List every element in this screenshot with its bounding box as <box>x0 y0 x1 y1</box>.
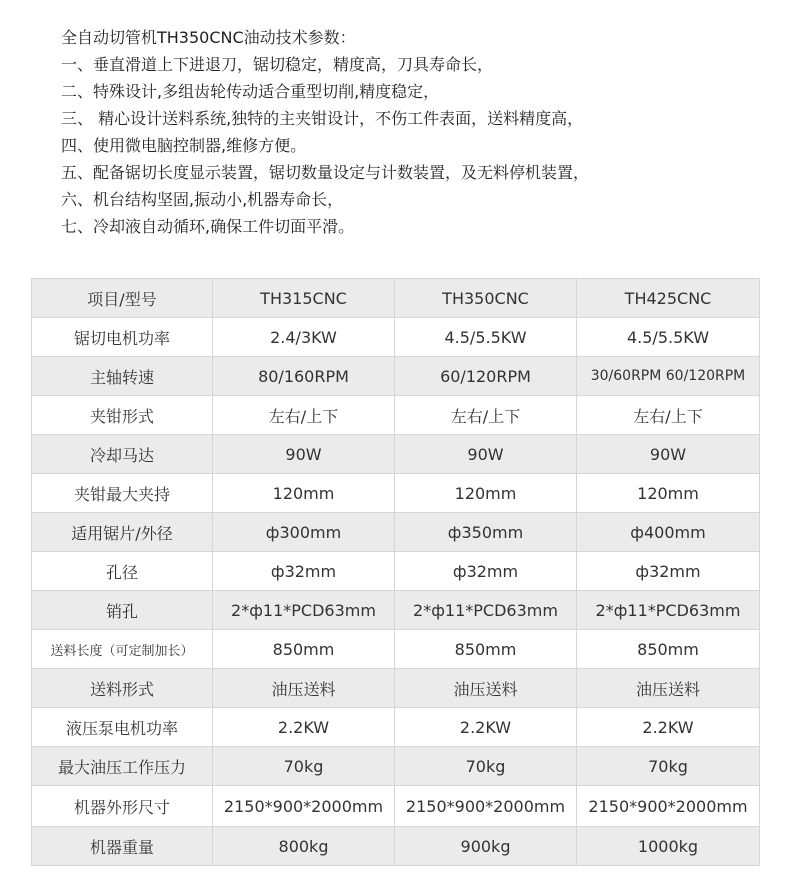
row-label: 送料长度（可定制加长） <box>32 630 213 669</box>
row-cell: 4.5/5.5KW <box>577 318 760 357</box>
row-cell: ф350mm <box>395 513 577 552</box>
row-label: 夹钳形式 <box>32 396 213 435</box>
row-cell: 2.2KW <box>395 708 577 747</box>
table-row <box>32 708 760 747</box>
row-cell: 70kg <box>395 747 577 786</box>
table-row <box>32 630 760 669</box>
row-cell: 左右/上下 <box>395 396 577 435</box>
intro-text <box>61 24 761 240</box>
row-label: 送料形式 <box>32 669 213 708</box>
row-cell: 油压送料 <box>213 669 395 708</box>
row-cell: 90W <box>213 435 395 474</box>
row-cell: 900kg <box>395 827 577 866</box>
intro-item-7: 七、冷却液自动循环,确保工件切面平滑。 <box>61 217 355 236</box>
row-cell: 70kg <box>213 747 395 786</box>
row-label: 主轴转速 <box>32 357 213 396</box>
intro-item-2: 二、特殊设计,多组齿轮传动适合重型切削,精度稳定， <box>61 82 440 101</box>
header-cell-th315: TH315CNC <box>213 279 395 318</box>
row-cell: 800kg <box>213 827 395 866</box>
header-cell-th425: TH425CNC <box>577 279 760 318</box>
row-label: 机器重量 <box>32 827 213 866</box>
row-cell: 2150*900*2000mm <box>213 786 395 827</box>
header-cell-item: 项目/型号 <box>32 279 213 318</box>
row-cell: 2.2KW <box>213 708 395 747</box>
row-cell: 2*ф11*PCD63mm <box>577 591 760 630</box>
row-cell: 850mm <box>213 630 395 669</box>
spec-table <box>31 278 760 866</box>
table-row <box>32 513 760 552</box>
row-cell: 80/160RPM <box>213 357 395 396</box>
row-label: 最大油压工作压力 <box>32 747 213 786</box>
table-row <box>32 591 760 630</box>
table-header-row <box>32 279 760 318</box>
row-cell: 油压送料 <box>577 669 760 708</box>
row-cell: 90W <box>577 435 760 474</box>
row-cell: ф32mm <box>577 552 760 591</box>
row-cell: 左右/上下 <box>577 396 760 435</box>
intro-item-5: 五、配备锯切长度显示装置，锯切数量设定与计数装置，及无料停机装置， <box>61 163 590 182</box>
row-cell: 2150*900*2000mm <box>577 786 760 827</box>
row-cell: 2*ф11*PCD63mm <box>395 591 577 630</box>
row-cell: 30/60RPM 60/120RPM <box>577 357 760 396</box>
row-label: 夹钳最大夹持 <box>32 474 213 513</box>
row-cell: 2150*900*2000mm <box>395 786 577 827</box>
table-row <box>32 669 760 708</box>
row-label: 冷却马达 <box>32 435 213 474</box>
row-cell: 850mm <box>577 630 760 669</box>
row-cell: ф400mm <box>577 513 760 552</box>
intro-item-1: 一、垂直滑道上下进退刀，锯切稳定，精度高，刀具寿命长， <box>61 55 494 74</box>
row-label: 销孔 <box>32 591 213 630</box>
table-row <box>32 396 760 435</box>
table-row <box>32 552 760 591</box>
row-cell: 850mm <box>395 630 577 669</box>
row-cell: 4.5/5.5KW <box>395 318 577 357</box>
row-cell: 120mm <box>577 474 760 513</box>
row-cell: 左右/上下 <box>213 396 395 435</box>
intro-item-3: 三、 精心设计送料系统,独特的主夹钳设计，不伤工件表面，送料精度高， <box>61 109 584 128</box>
row-cell: 120mm <box>395 474 577 513</box>
row-cell: 2.4/3KW <box>213 318 395 357</box>
row-label: 适用锯片/外径 <box>32 513 213 552</box>
table-row <box>32 474 760 513</box>
row-cell: ф32mm <box>395 552 577 591</box>
table-row <box>32 747 760 786</box>
intro-item-6: 六、机台结构坚固,振动小,机器寿命长， <box>61 190 344 209</box>
row-label: 孔径 <box>32 552 213 591</box>
table-row <box>32 827 760 866</box>
row-label: 机器外形尺寸 <box>32 786 213 827</box>
row-cell: 1000kg <box>577 827 760 866</box>
row-cell: 2.2KW <box>577 708 760 747</box>
table-row <box>32 435 760 474</box>
row-cell: 油压送料 <box>395 669 577 708</box>
table-row <box>32 786 760 827</box>
row-label: 液压泵电机功率 <box>32 708 213 747</box>
row-label: 锯切电机功率 <box>32 318 213 357</box>
row-cell: 120mm <box>213 474 395 513</box>
row-cell: 90W <box>395 435 577 474</box>
intro-item-4: 四、使用微电脑控制器,维修方便。 <box>61 136 307 155</box>
row-cell: ф32mm <box>213 552 395 591</box>
intro-title: 全自动切管机TH350CNC油动技术参数： <box>61 28 356 47</box>
table-row <box>32 357 760 396</box>
table-row <box>32 318 760 357</box>
row-cell: 2*ф11*PCD63mm <box>213 591 395 630</box>
row-cell: ф300mm <box>213 513 395 552</box>
row-cell: 70kg <box>577 747 760 786</box>
row-cell: 60/120RPM <box>395 357 577 396</box>
header-cell-th350: TH350CNC <box>395 279 577 318</box>
